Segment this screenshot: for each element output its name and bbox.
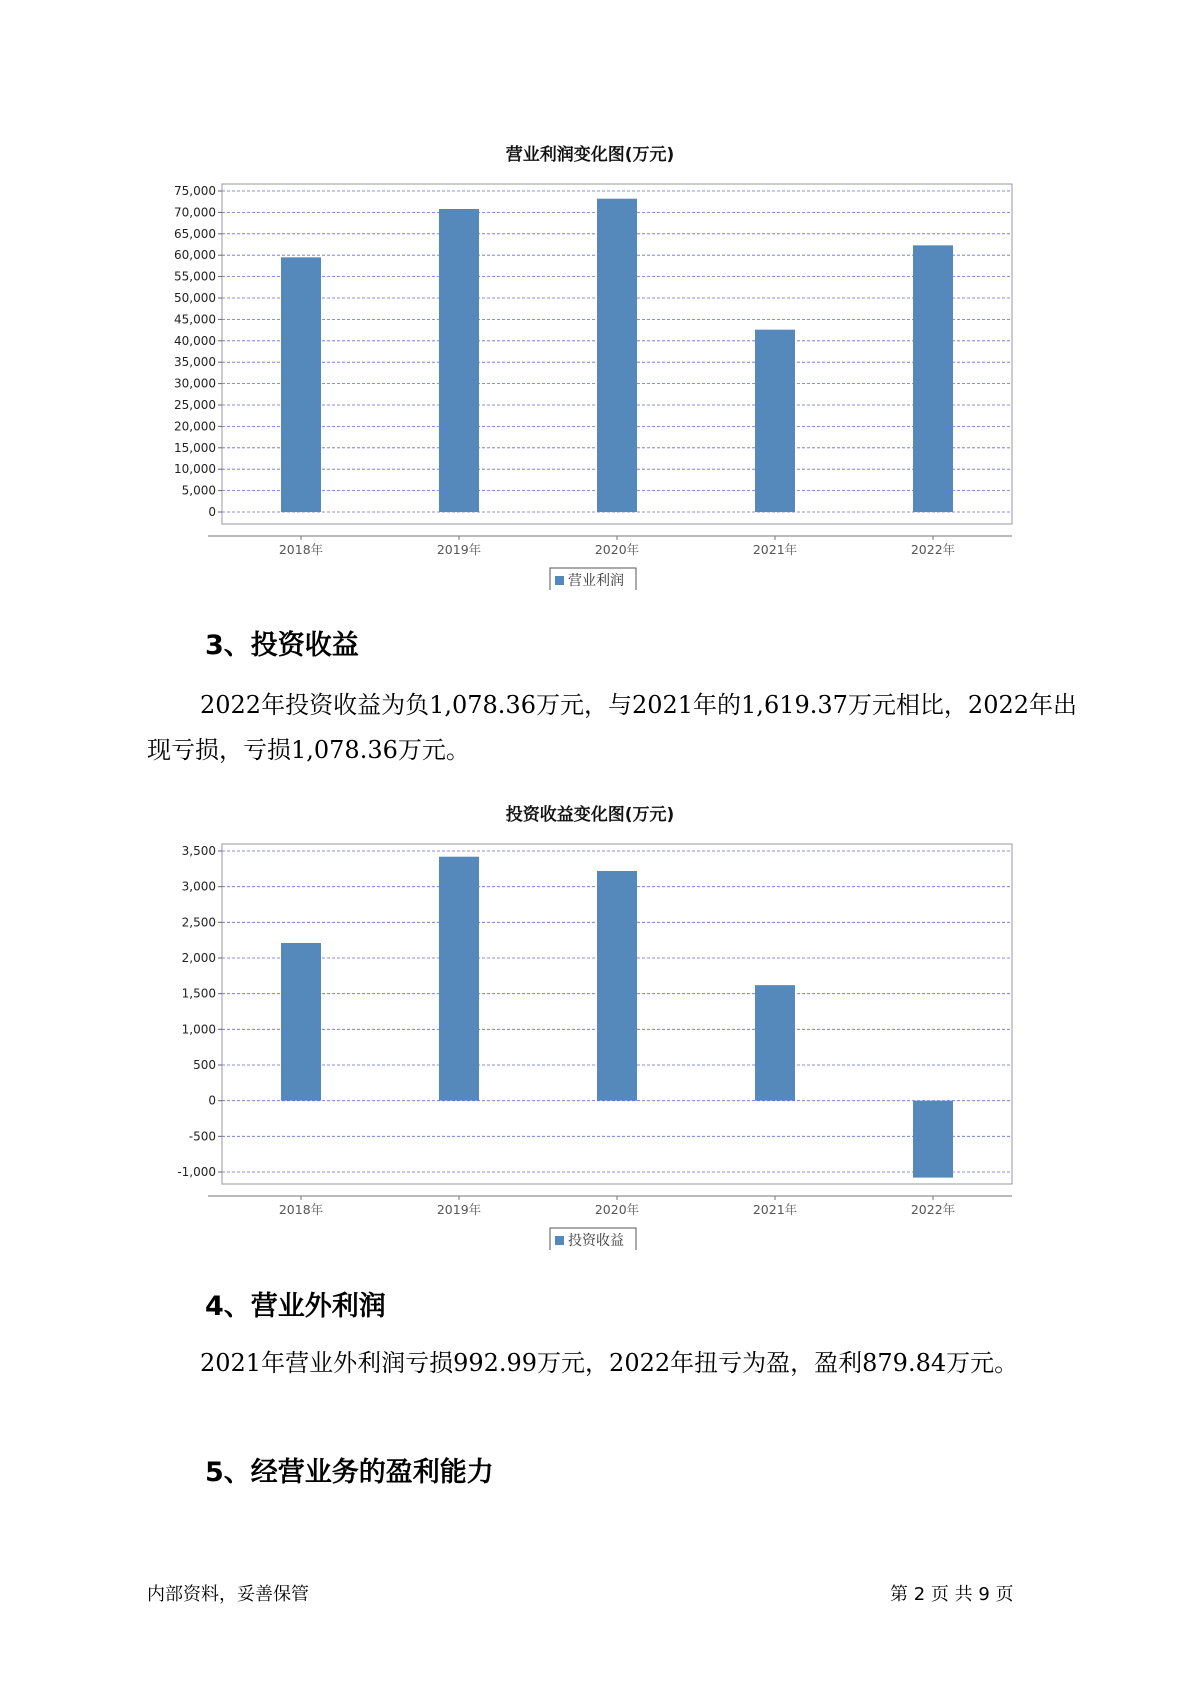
investment-income-bar <box>281 943 321 1101</box>
operating-profit-bar <box>281 257 321 512</box>
investment-income-legend-swatch <box>555 1236 564 1245</box>
operating-profit-chart <box>140 140 1040 590</box>
investment-income-bar <box>439 857 479 1101</box>
investment-income-y-tick-label: 3,000 <box>181 879 216 894</box>
investment-income-y-tick-label: -500 <box>188 1129 216 1144</box>
operating-profit-y-tick-label: 50,000 <box>174 291 216 305</box>
operating-profit-x-tick-label: 2021年 <box>752 542 798 557</box>
section-4-heading: 4、营业外利润 <box>205 1291 386 1322</box>
operating-profit-x-tick-label: 2019年 <box>436 542 482 557</box>
operating-profit-bar <box>913 245 953 512</box>
investment-income-y-tick-label: 1,500 <box>181 986 216 1001</box>
investment-income-y-tick-label: 0 <box>208 1093 216 1108</box>
operating-profit-y-tick-label: 35,000 <box>174 355 216 370</box>
section-4-paragraph: 2021年营业外利润亏损992.99万元，2022年扭亏为盈，盈利879.84万元。 <box>200 1349 1019 1377</box>
section-3-paragraph: 2022年投资收益为负1,078.36万元，与2021年的1,619.37万元相比，2022年出现亏损，亏损1,078.36万元。 <box>147 691 1077 764</box>
operating-profit-y-tick-label: 25,000 <box>174 398 216 412</box>
investment-income-x-tick-label: 2018年 <box>278 1202 324 1217</box>
operating-profit-x-tick-label: 2018年 <box>278 542 324 557</box>
investment-income-x-tick-label: 2022年 <box>910 1202 956 1217</box>
operating-profit-y-tick-label: 30,000 <box>174 376 216 391</box>
investment-income-bar <box>597 871 637 1101</box>
operating-profit-y-tick-label: 55,000 <box>174 269 216 284</box>
operating-profit-legend-label: 营业利润 <box>568 573 624 589</box>
investment-income-y-tick-label: 500 <box>193 1058 216 1072</box>
investment-income-y-tick-label: 2,000 <box>181 951 216 965</box>
investment-income-x-tick-label: 2021年 <box>752 1202 798 1217</box>
investment-income-chart-svg <box>140 800 1040 1250</box>
investment-income-y-tick-label: 3,500 <box>181 844 216 858</box>
investment-income-y-tick-label: -1,000 <box>177 1165 216 1179</box>
operating-profit-x-tick-label: 2022年 <box>910 542 956 557</box>
section-3-heading: 3、投资收益 <box>205 630 359 661</box>
operating-profit-y-tick-label: 5,000 <box>181 483 216 498</box>
investment-income-title: 投资收益变化图(万元) <box>505 805 675 825</box>
operating-profit-y-tick-label: 60,000 <box>174 248 216 263</box>
investment-income-bar <box>755 985 795 1101</box>
footer-page-number: 第 2 页 共 9 页 <box>890 1584 1014 1605</box>
investment-income-x-tick-label: 2020年 <box>594 1202 640 1217</box>
operating-profit-y-tick-label: 75,000 <box>174 184 216 198</box>
investment-income-legend-label: 投资收益 <box>568 1233 624 1249</box>
investment-income-x-tick-label: 2019年 <box>436 1202 482 1217</box>
operating-profit-bar <box>597 199 637 512</box>
investment-income-chart <box>140 800 1040 1250</box>
operating-profit-chart-svg <box>140 140 1040 590</box>
operating-profit-y-tick-label: 15,000 <box>174 440 216 455</box>
operating-profit-y-tick-label: 40,000 <box>174 333 216 348</box>
operating-profit-x-tick-label: 2020年 <box>594 542 640 557</box>
investment-income-y-tick-label: 1,000 <box>181 1022 216 1037</box>
operating-profit-y-tick-label: 0 <box>208 505 216 519</box>
operating-profit-title: 营业利润变化图(万元) <box>505 145 675 165</box>
investment-income-y-tick-label: 2,500 <box>181 915 216 930</box>
operating-profit-y-tick-label: 45,000 <box>174 312 216 327</box>
investment-income-bar <box>913 1101 953 1178</box>
operating-profit-y-tick-label: 70,000 <box>174 205 216 220</box>
operating-profit-y-tick-label: 65,000 <box>174 226 216 241</box>
operating-profit-bar <box>439 209 479 512</box>
footer-confidential-note: 内部资料，妥善保管 <box>147 1584 309 1605</box>
operating-profit-legend-swatch <box>555 576 564 585</box>
operating-profit-y-tick-label: 10,000 <box>174 462 216 477</box>
operating-profit-bar <box>755 330 795 512</box>
section-5-heading: 5、经营业务的盈利能力 <box>205 1457 494 1488</box>
operating-profit-y-tick-label: 20,000 <box>174 419 216 434</box>
